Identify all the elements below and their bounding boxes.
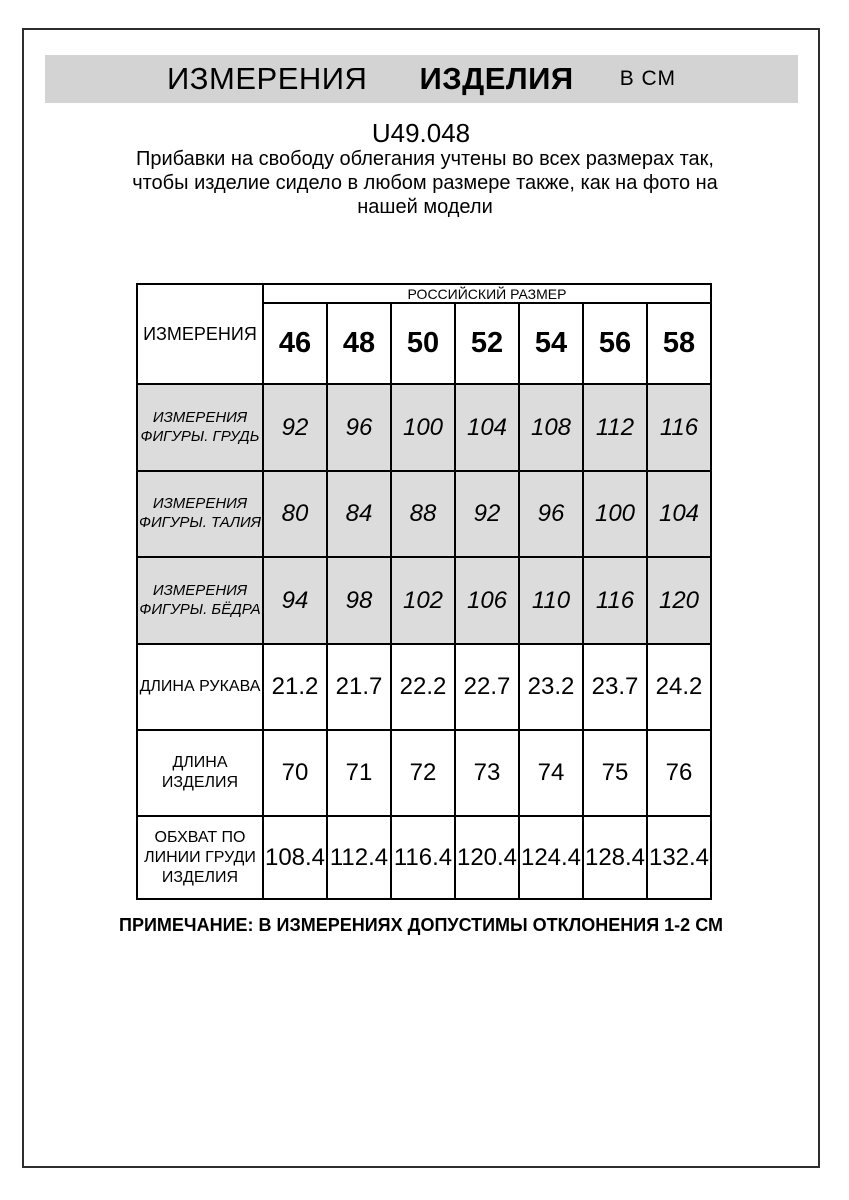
- value-cell: 104: [647, 471, 711, 557]
- value-cell: 70: [263, 730, 327, 816]
- value-cell: 108: [519, 384, 583, 471]
- row-label: ИЗМЕРЕНИЯ ФИГУРЫ. БЁДРА: [137, 557, 263, 644]
- title-unit: В СМ: [619, 67, 676, 90]
- value-cell: 92: [455, 471, 519, 557]
- value-cell: 76: [647, 730, 711, 816]
- table-row: [137, 384, 711, 471]
- row-label: ДЛИНА РУКАВА: [137, 644, 263, 730]
- value-cell: 22.2: [391, 644, 455, 730]
- value-cell: 94: [263, 557, 327, 644]
- value-cell: 96: [519, 471, 583, 557]
- value-cell: 23.2: [519, 644, 583, 730]
- value-cell: 74: [519, 730, 583, 816]
- value-cell: 21.7: [327, 644, 391, 730]
- table-row: [137, 471, 711, 557]
- value-cell: 23.7: [583, 644, 647, 730]
- russian-size-header: РОССИЙСКИЙ РАЗМЕР: [263, 284, 711, 303]
- value-cell: 84: [327, 471, 391, 557]
- value-cell: 72: [391, 730, 455, 816]
- value-cell: 116: [647, 384, 711, 471]
- value-cell: 124.4: [519, 816, 583, 899]
- tolerance-note: ПРИМЕЧАНИЕ: В ИЗМЕРЕНИЯХ ДОПУСТИМЫ ОТКЛОНЕНИЯ 1-2 СМ: [119, 915, 723, 935]
- value-cell: 132.4: [647, 816, 711, 899]
- value-cell: 21.2: [263, 644, 327, 730]
- row-label: ИЗМЕРЕНИЯ ФИГУРЫ. ГРУДЬ: [137, 384, 263, 471]
- value-cell: 102: [391, 557, 455, 644]
- size-header-cell: 52: [455, 303, 519, 384]
- article-number: U49.048: [371, 118, 471, 148]
- row-label: ОБХВАТ ПО ЛИНИИ ГРУДИ ИЗДЕЛИЯ: [137, 816, 263, 899]
- value-cell: 24.2: [647, 644, 711, 730]
- title-measurements: ИЗМЕРЕНИЯ: [167, 61, 368, 96]
- table-row: [137, 644, 711, 730]
- value-cell: 88: [391, 471, 455, 557]
- value-cell: 108.4: [263, 816, 327, 899]
- value-cell: 71: [327, 730, 391, 816]
- value-cell: 120.4: [455, 816, 519, 899]
- row-label: ИЗМЕРЕНИЯ ФИГУРЫ. ТАЛИЯ: [137, 471, 263, 557]
- title-product: ИЗДЕЛИЯ: [419, 61, 574, 96]
- row-label: ДЛИНА ИЗДЕЛИЯ: [137, 730, 263, 816]
- value-cell: 112.4: [327, 816, 391, 899]
- size-table: [136, 283, 712, 900]
- value-cell: 75: [583, 730, 647, 816]
- value-cell: 116.4: [391, 816, 455, 899]
- table-row: [137, 730, 711, 816]
- size-header-cell: 54: [519, 303, 583, 384]
- title-bar: [45, 55, 798, 103]
- value-cell: 112: [583, 384, 647, 471]
- value-cell: 92: [263, 384, 327, 471]
- value-cell: 120: [647, 557, 711, 644]
- size-header-cell: 58: [647, 303, 711, 384]
- table-row: [137, 816, 711, 899]
- value-cell: 100: [583, 471, 647, 557]
- value-cell: 110: [519, 557, 583, 644]
- value-cell: 80: [263, 471, 327, 557]
- measurements-header-cell: ИЗМЕРЕНИЯ: [137, 284, 263, 384]
- table-row: [137, 557, 711, 644]
- table-row: [137, 284, 711, 303]
- value-cell: 96: [327, 384, 391, 471]
- size-header-cell: 56: [583, 303, 647, 384]
- value-cell: 104: [455, 384, 519, 471]
- value-cell: 100: [391, 384, 455, 471]
- fit-description: Прибавки на свободу облегания учтены во всех размерах так, чтобы изделие сидело в любом размере также, как на фото на нашей модели: [132, 148, 718, 218]
- size-header-cell: 48: [327, 303, 391, 384]
- value-cell: 116: [583, 557, 647, 644]
- value-cell: 106: [455, 557, 519, 644]
- value-cell: 22.7: [455, 644, 519, 730]
- size-header-cell: 50: [391, 303, 455, 384]
- value-cell: 128.4: [583, 816, 647, 899]
- value-cell: 98: [327, 557, 391, 644]
- size-header-cell: 46: [263, 303, 327, 384]
- value-cell: 73: [455, 730, 519, 816]
